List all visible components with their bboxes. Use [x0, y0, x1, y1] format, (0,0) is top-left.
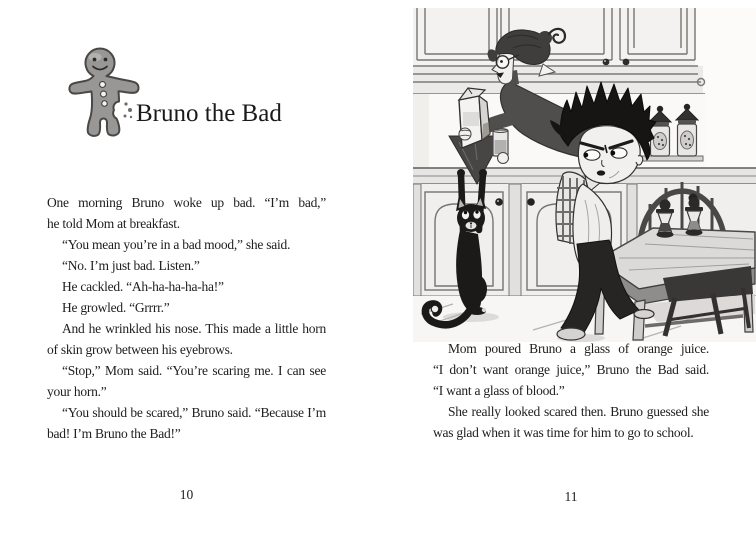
text-line: your horn.” [47, 384, 107, 399]
cookie-eye [104, 58, 108, 62]
text-line: “I don’t want orange juice,” Bruno the Bad said. [433, 362, 709, 377]
text-line: “Stop,” Mom said. “You’re scaring me. I can see [62, 363, 326, 378]
text-line: “You mean you’re in a bad mood,” she said. [62, 237, 291, 252]
text-line: “You should be scared,” Bruno said. “Because I’m [62, 405, 326, 420]
text-line: He growled. “Grrrr.” [62, 300, 170, 315]
page-number-right: 11 [564, 489, 578, 504]
chapter-title: Bruno the Bad [136, 100, 282, 127]
right-page-text [433, 338, 709, 443]
mom-nostril [493, 67, 495, 69]
text-line: bad! I’m Bruno the Bad!” [47, 426, 181, 441]
text-line: And he wrinkled his nose. This made a little horn [62, 321, 326, 336]
text-line: Mom poured Bruno a glass of orange juice. [448, 341, 709, 356]
mom-eye [500, 60, 503, 63]
pupil [610, 151, 615, 156]
cookie-button [102, 101, 108, 107]
canister-shelf [641, 156, 703, 161]
page-number-left: 10 [179, 487, 194, 502]
wall-shading [413, 94, 429, 168]
left-page-text [47, 192, 326, 444]
cabinet-rail [413, 66, 705, 94]
cookie-crumbs [124, 102, 133, 118]
text-line: of skin grow between his eyebrows. [47, 342, 233, 357]
text-line: “No. I’m just bad. Listen.” [62, 258, 200, 273]
text-line: he told Mom at breakfast. [47, 216, 180, 231]
cookie-button [100, 82, 106, 88]
juice-glass [493, 129, 508, 157]
text-line: “I want a glass of blood.” [433, 383, 565, 398]
cookie-button [101, 91, 107, 97]
text-line: He cackled. “Ah-ha-ha-ha-ha!” [62, 279, 224, 294]
kitchen-scene-illustration [413, 8, 756, 342]
shoe [634, 310, 654, 319]
bruno-mouth [597, 170, 605, 175]
text-line: One morning Bruno woke up bad. “I’m bad,” [47, 195, 326, 210]
text-line: She really looked scared then. Bruno guessed she [448, 404, 709, 419]
text-line: was glad when it was time for him to go to school. [433, 425, 694, 440]
cookie-eye [93, 58, 97, 62]
mom-hand [498, 153, 509, 164]
pupil [583, 153, 588, 158]
